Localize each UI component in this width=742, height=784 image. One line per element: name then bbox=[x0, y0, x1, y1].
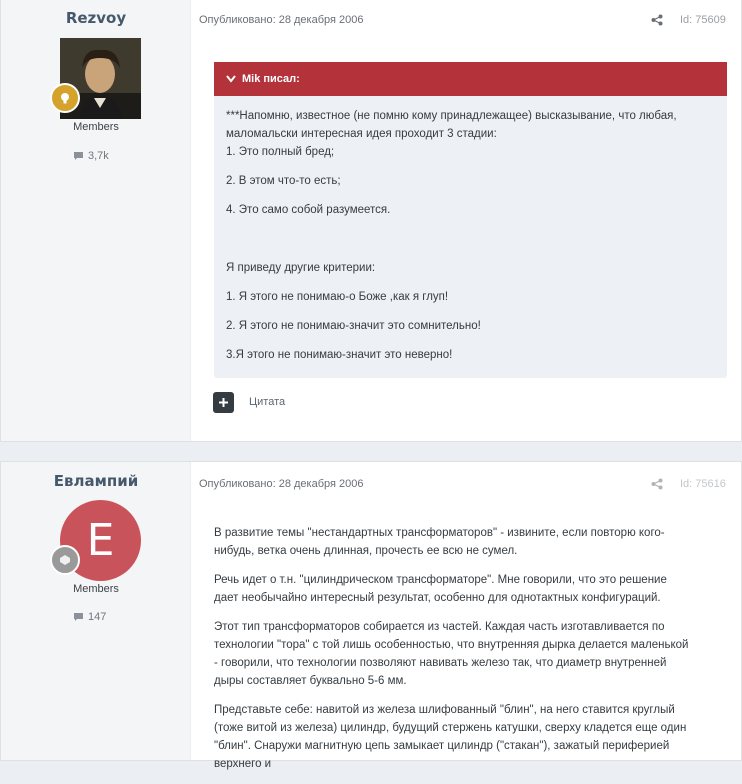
share-icon[interactable] bbox=[651, 14, 663, 26]
post-id[interactable]: Id: 75609 bbox=[680, 14, 726, 26]
post-count bbox=[73, 150, 109, 162]
post-main bbox=[191, 0, 741, 441]
author-name[interactable]: Rezvoy bbox=[65, 9, 127, 27]
paragraph: Представьте себе: навитой из железа шлифованный "блин", на него ставится круглый (тоже витой из железа) цилиндр, будущий стержень катушки, сверху кладется еще один "блин". Снаружи магнитную цепь замыкает цилиндр ("стакан"), зажатый периферией верхнего и bbox=[214, 704, 687, 770]
author-panel bbox=[1, 0, 191, 441]
published-date: Опубликовано: 28 декабря 2006 bbox=[199, 478, 364, 490]
quote-line: 2. В этом что-то есть; bbox=[226, 175, 341, 187]
post-content bbox=[214, 524, 694, 784]
author-panel bbox=[1, 462, 191, 760]
avatar-letter: E bbox=[86, 515, 115, 566]
published-date: Опубликовано: 28 декабря 2006 bbox=[199, 14, 364, 26]
post-count-value: 147 bbox=[88, 611, 107, 623]
comment-icon bbox=[73, 612, 84, 622]
paragraph: В развитие темы "нестандартных трансформаторов" - извините, если повторю кого-нибудь, ветка очень длинная, прочесть ее всю не сумел. bbox=[214, 527, 665, 557]
quote-header[interactable] bbox=[214, 62, 727, 96]
quote-line: Я приведу другие критерии: bbox=[226, 262, 376, 274]
quote-author: Mik писал: bbox=[242, 73, 300, 85]
member-group: Members bbox=[73, 121, 119, 133]
quote-line: 2. Я этого не понимаю-значит это сомнительно! bbox=[226, 320, 481, 332]
quote-button[interactable]: Цитата bbox=[249, 396, 286, 408]
chevron-down-icon bbox=[226, 75, 236, 83]
multiquote-plus-button[interactable] bbox=[213, 392, 234, 413]
quote-line: 1. Я этого не понимаю-о Боже ,как я глуп! bbox=[226, 291, 449, 303]
paragraph: Этот тип трансформаторов собирается из частей. Каждая часть изготавливается по технологии "тора" с той лишь особенностью, что внутренняя дырка делается маленькой - говорили, что технологии позволяют навивать железо так, что диаметр внутренней дыры составляет буквально 5-6 мм. bbox=[214, 621, 689, 687]
quote-body bbox=[214, 96, 727, 375]
plus-icon bbox=[219, 398, 228, 407]
quote-line: ***Напомню, известное (не помню кому принадлежащее) высказывание, что любая, маломальски интересная идея проходит 3 стадии: bbox=[226, 110, 677, 140]
quote-line: 4. Это само собой разумеется. bbox=[226, 204, 391, 216]
post-count-value: 3,7k bbox=[88, 150, 109, 162]
quote-line: 1. Это полный бред; bbox=[226, 146, 335, 158]
author-name[interactable]: Евлампий bbox=[53, 472, 139, 490]
post-main bbox=[191, 462, 741, 770]
quote-block bbox=[214, 62, 727, 378]
post-count bbox=[73, 611, 106, 623]
reputation-badge-icon bbox=[50, 83, 80, 113]
paragraph: Речь идет о т.н. "цилиндрическом трансформаторе". Мне говорили, что это решение дает необычайно интересный результат, особенно для однотактных конфигураций. bbox=[214, 574, 667, 604]
post-75616 bbox=[0, 461, 742, 770]
reputation-badge-icon bbox=[50, 545, 80, 575]
share-icon[interactable] bbox=[651, 478, 663, 490]
quote-line: 3.Я этого не понимаю-значит это неверно! bbox=[226, 349, 453, 361]
post-id[interactable]: Id: 75616 bbox=[680, 478, 726, 490]
comment-icon bbox=[73, 151, 84, 161]
member-group: Members bbox=[73, 583, 119, 595]
